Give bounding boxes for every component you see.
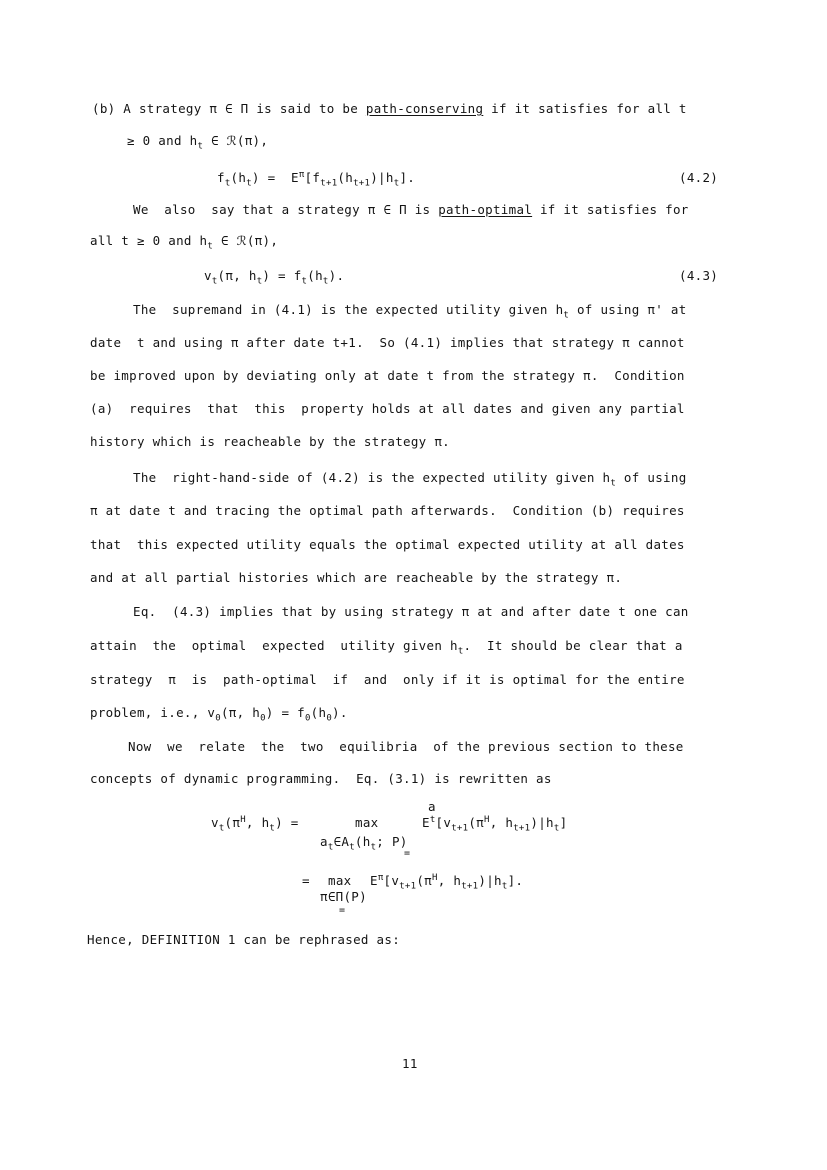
para-supremand-line-4: (a) requires that this property holds at all dates and given any partial (90, 401, 685, 416)
display-eq-equals-2: = (302, 873, 310, 888)
display-eq-max-1-constraint: $a_t\in A_t(h_t$; P) (320, 834, 408, 853)
display-eq-max-2: max (328, 873, 352, 888)
term-path-optimal: path-optimal (438, 202, 533, 217)
display-eq-max-1: max (355, 815, 379, 830)
para-eq43-line-3: strategy π is path-optimal if and only if it is optimal for the entire (90, 672, 685, 687)
closing-line: Hence, DEFINITION 1 can be rephrased as: (87, 932, 401, 947)
para-now-line-2: concepts of dynamic programming. Eq. (3.1) is rewritten as (90, 771, 552, 786)
para-supremand-line-5: history which is reacheable by the strategy π. (90, 434, 450, 449)
display-eq-lhs: $v_t(\pi^H$, $h_t$) = (211, 814, 299, 834)
para-now-line-1: Now we relate the two equilibria of the previous section to these (128, 739, 684, 754)
para-rhs-line-1: The right-hand-side of (4.2) is the expected utility given $h_t$ of using (133, 470, 687, 489)
display-eq-max-2-underbar: = (339, 905, 346, 916)
display-eq-max-2-constraint: π∈Π(P) (320, 889, 367, 904)
para-b-line-1: (b) A strategy π ∈ Π is said to be path-conserving if it satisfies for all t (92, 101, 687, 116)
para-supremand-line-1: The supremand in (4.1) is the expected utility given $h_t$ of using π' at (133, 302, 687, 321)
para-also-line-2: all t ≥ 0 and $h_t$ ∈ ℛ(π), (90, 233, 279, 252)
equation-4-3: $v_t(\pi$, $h_t) = f_t(h_t)$. (204, 268, 345, 287)
para-rhs-line-3: that this expected utility equals the optimal expected utility at all dates (90, 537, 685, 552)
term-path-conserving: path-conserving (365, 101, 484, 116)
equation-number-4-3: (4.3) (679, 268, 719, 283)
para-eq43-line-2: attain the optimal expected utility given $h_t$. It should be clear that a (90, 638, 683, 657)
para-eq43-line-1: Eq. (4.3) implies that by using strategy π at and after date t one can (133, 604, 689, 619)
display-eq-expectation-2: $E^\pi[v_{t+1}(\pi^H$, $h_{t+1})|h_t$]. (370, 872, 524, 892)
display-eq-expectation-1: $E^t[v_{t+1}(\pi^H$, $h_{t+1})|h_t$] (422, 814, 568, 834)
para-eq43-line-4: problem, i.e., $v_0(\pi$, $h_0) = f_0(h_0)$. (90, 705, 348, 724)
para-supremand-line-3: be improved upon by deviating only at date t from the strategy π. Condition (90, 368, 685, 383)
equation-number-4-2: (4.2) (679, 170, 719, 185)
para-b-line-2: ≥ 0 and $h_t$ ∈ ℛ(π), (127, 133, 269, 152)
equation-4-2: $f_t(h_t) = E^\pi[f_{t+1}(h_{t+1})|h_t]$. (217, 169, 416, 189)
para-also-line-1: We also say that a strategy π ∈ Π is path-optimal if it satisfies for (133, 202, 689, 217)
display-eq-expectation-1-sup: a (428, 799, 436, 814)
para-rhs-line-2: π at date t and tracing the optimal path afterwards. Condition (b) requires (90, 503, 685, 518)
para-supremand-line-2: date t and using π after date t+1. So (4.1) implies that strategy π cannot (90, 335, 685, 350)
display-eq-max-1-underbar: = (404, 848, 411, 859)
para-rhs-line-4: and at all partial histories which are reacheable by the strategy π. (90, 570, 623, 585)
page-number: 11 (402, 1056, 418, 1071)
